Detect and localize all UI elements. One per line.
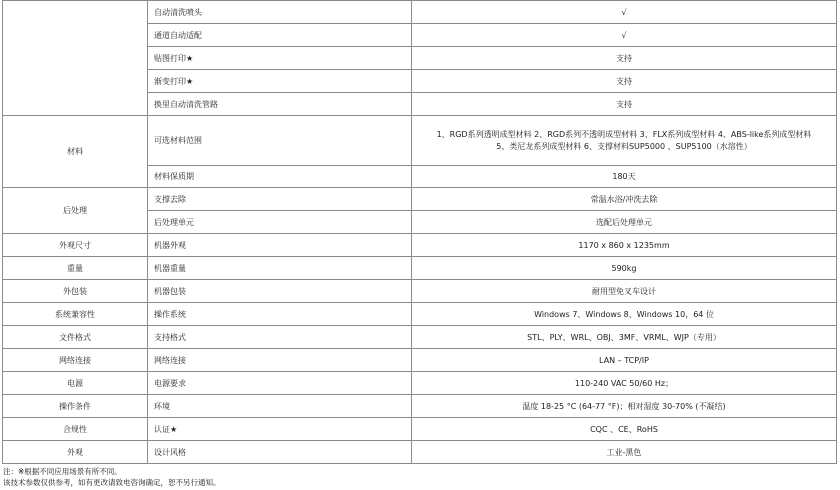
item-cell: 后处理单元: [148, 211, 412, 234]
value-cell: √: [412, 1, 837, 24]
category-cell: 外观: [3, 441, 148, 464]
value-cell: 180天: [412, 166, 837, 188]
item-cell: 可选材料范围: [148, 116, 412, 166]
value-cell: 选配后处理单元: [412, 211, 837, 234]
value-cell: 常温水浴/冲洗去除: [412, 188, 837, 211]
item-cell: 认证★: [148, 418, 412, 441]
table-row: [3, 257, 837, 280]
value-line: 1、RGD系列透明成型材料 2、RGD系列不透明成型材料 3、FLX系列成型材料 4、ABS-like系列成型材料: [436, 129, 812, 139]
value-cell: Windows 7、Windows 8、Windows 10，64 位: [412, 303, 837, 326]
value-cell: STL、PLY、WRL、OBJ、3MF、VRML、WJP（专用）: [412, 326, 837, 349]
category-cell: 操作条件: [3, 395, 148, 418]
category-cell: 文件格式: [3, 326, 148, 349]
table-row: [3, 395, 837, 418]
category-cell: 外包装: [3, 280, 148, 303]
item-cell: 渐变打印★: [148, 70, 412, 93]
category-cell: 重量: [3, 257, 148, 280]
table-row: [3, 372, 837, 395]
table-row: [3, 188, 837, 211]
value-cell: CQC 、CE、RoHS: [412, 418, 837, 441]
item-cell: 操作系统: [148, 303, 412, 326]
item-cell: 贴图打印★: [148, 47, 412, 70]
value-cell: √: [412, 24, 837, 47]
item-cell: 支持格式: [148, 326, 412, 349]
category-cell: 外观尺寸: [3, 234, 148, 257]
category-cell: 网络连接: [3, 349, 148, 372]
value-cell: 1170 x 860 x 1235mm: [412, 234, 837, 257]
table-row: [3, 326, 837, 349]
value-cell: 耐用型免叉车设计: [412, 280, 837, 303]
category-cell: 合规性: [3, 418, 148, 441]
item-cell: 设计风格: [148, 441, 412, 464]
item-cell: 材料保质期: [148, 166, 412, 188]
value-cell-multiline: [412, 116, 837, 166]
item-cell: 机器包装: [148, 280, 412, 303]
footnote: 注：※根据不同应用场景有所不同。: [3, 467, 122, 476]
item-cell: 通道自动适配: [148, 24, 412, 47]
item-cell: 网络连接: [148, 349, 412, 372]
item-cell: 环境: [148, 395, 412, 418]
value-cell: 温度 18-25 °C (64-77 °F)；相对湿度 30-70% (不凝结): [412, 395, 837, 418]
category-cell: 电源: [3, 372, 148, 395]
footnotes: [3, 466, 221, 488]
table-row: [3, 441, 837, 464]
table-row: [3, 1, 837, 24]
table-row: [3, 116, 837, 166]
item-cell: 换里自动清洗管路: [148, 93, 412, 116]
category-cell: 材料: [3, 116, 148, 188]
value-cell: 支持: [412, 47, 837, 70]
item-cell: 机器外观: [148, 234, 412, 257]
value-line: 5、类尼龙系列成型材料 6、支撑材料SUP5000 、SUP5100（水溶性）: [496, 141, 752, 151]
value-cell: 支持: [412, 70, 837, 93]
value-cell: 支持: [412, 93, 837, 116]
value-cell: LAN – TCP/IP: [412, 349, 837, 372]
spec-table: [2, 0, 837, 464]
item-cell: 机器重量: [148, 257, 412, 280]
category-cell-blank: [3, 1, 148, 116]
table-row: [3, 234, 837, 257]
category-cell: 后处理: [3, 188, 148, 234]
table-row: [3, 418, 837, 441]
footnote: 该技术参数仅供参考，如有更改请致电咨询确定，恕不另行通知。: [3, 478, 221, 487]
table-row: [3, 349, 837, 372]
item-cell: 支撑去除: [148, 188, 412, 211]
value-cell: 110-240 VAC 50/60 Hz；: [412, 372, 837, 395]
value-cell: 590kg: [412, 257, 837, 280]
table-row: [3, 280, 837, 303]
category-cell: 系统兼容性: [3, 303, 148, 326]
item-cell: 自动清洗喷头: [148, 1, 412, 24]
table-row: [3, 303, 837, 326]
item-cell: 电源要求: [148, 372, 412, 395]
value-cell: 工业-黑色: [412, 441, 837, 464]
